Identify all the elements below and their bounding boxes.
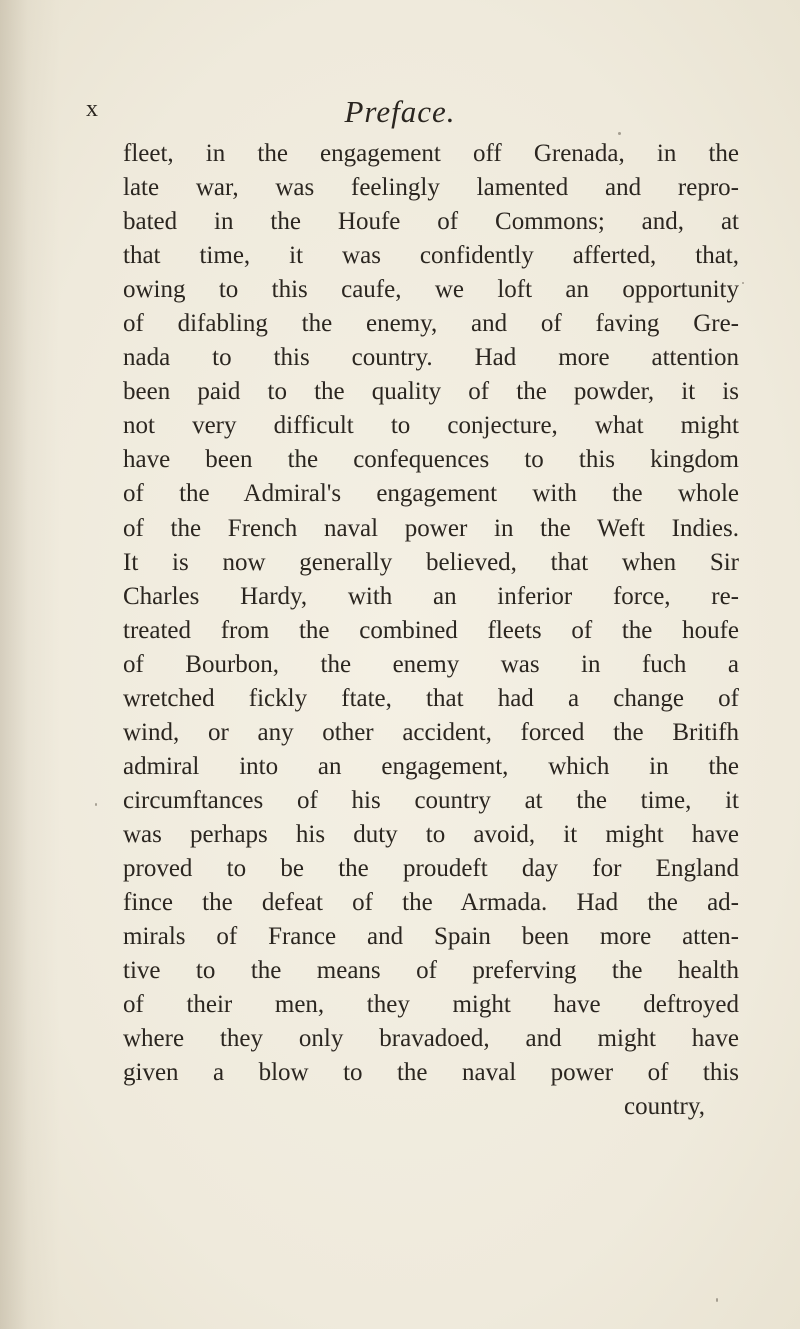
text-line: treated from the combined fleets of the houfe bbox=[123, 616, 739, 644]
running-head: Preface. bbox=[344, 94, 456, 129]
text-line: fleet, in the engagement off Grenada, in the bbox=[123, 140, 739, 167]
text-line: admiral into an engagement, which in the bbox=[123, 752, 739, 780]
ink-speck bbox=[742, 282, 744, 284]
text-line: owing to this caufe, we loft an opportunity bbox=[123, 276, 739, 304]
text-line: have been the confequences to this kingdom bbox=[123, 446, 739, 474]
text-line: It is now generally believed, that when Sir bbox=[123, 548, 739, 576]
text-line: that time, it was confidently afferted, that, bbox=[123, 242, 739, 270]
text-line: nada to this country. Had more attention bbox=[123, 344, 739, 372]
text-line: wretched fickly ftate, that had a change of bbox=[123, 684, 739, 712]
ink-speck bbox=[618, 132, 621, 135]
catchword: country, bbox=[624, 1093, 705, 1121]
text-line: circumftances of his country at the time, it bbox=[123, 786, 739, 814]
text-line: given a blow to the naval power of this bbox=[123, 1059, 739, 1087]
text-line: of Bourbon, the enemy was in fuch a bbox=[123, 650, 739, 678]
text-line: late war, was feelingly lamented and repro- bbox=[123, 174, 739, 202]
ink-speck bbox=[95, 803, 97, 806]
text-line: of their men, they might have deftroyed bbox=[123, 991, 739, 1019]
text-line: wind, or any other accident, forced the Britifh bbox=[123, 718, 739, 746]
text-line: been paid to the quality of the powder, it is bbox=[123, 378, 739, 406]
ink-speck bbox=[716, 1298, 718, 1302]
text-line: of the French naval power in the Weft Indies. bbox=[123, 514, 739, 542]
text-line: proved to be the proudeft day for England bbox=[123, 854, 739, 882]
text-line: tive to the means of preferving the health bbox=[123, 957, 739, 985]
text-line: not very difficult to conjecture, what might bbox=[123, 412, 739, 440]
text-line: mirals of France and Spain been more atten- bbox=[123, 923, 739, 951]
text-line: where they only bravadoed, and might have bbox=[123, 1025, 739, 1053]
text-line: Charles Hardy, with an inferior force, re- bbox=[123, 582, 739, 610]
page-header bbox=[0, 96, 800, 136]
text-line: fince the defeat of the Armada. Had the ad- bbox=[123, 889, 739, 917]
body-text bbox=[123, 137, 739, 1124]
text-line: bated in the Houfe of Commons; and, at bbox=[123, 208, 739, 236]
text-line: was perhaps his duty to avoid, it might have bbox=[123, 820, 739, 848]
text-line: of the Admiral's engagement with the whole bbox=[123, 480, 739, 508]
text-line: of difabling the enemy, and of faving Gre- bbox=[123, 310, 739, 338]
page-number: x bbox=[86, 96, 99, 122]
